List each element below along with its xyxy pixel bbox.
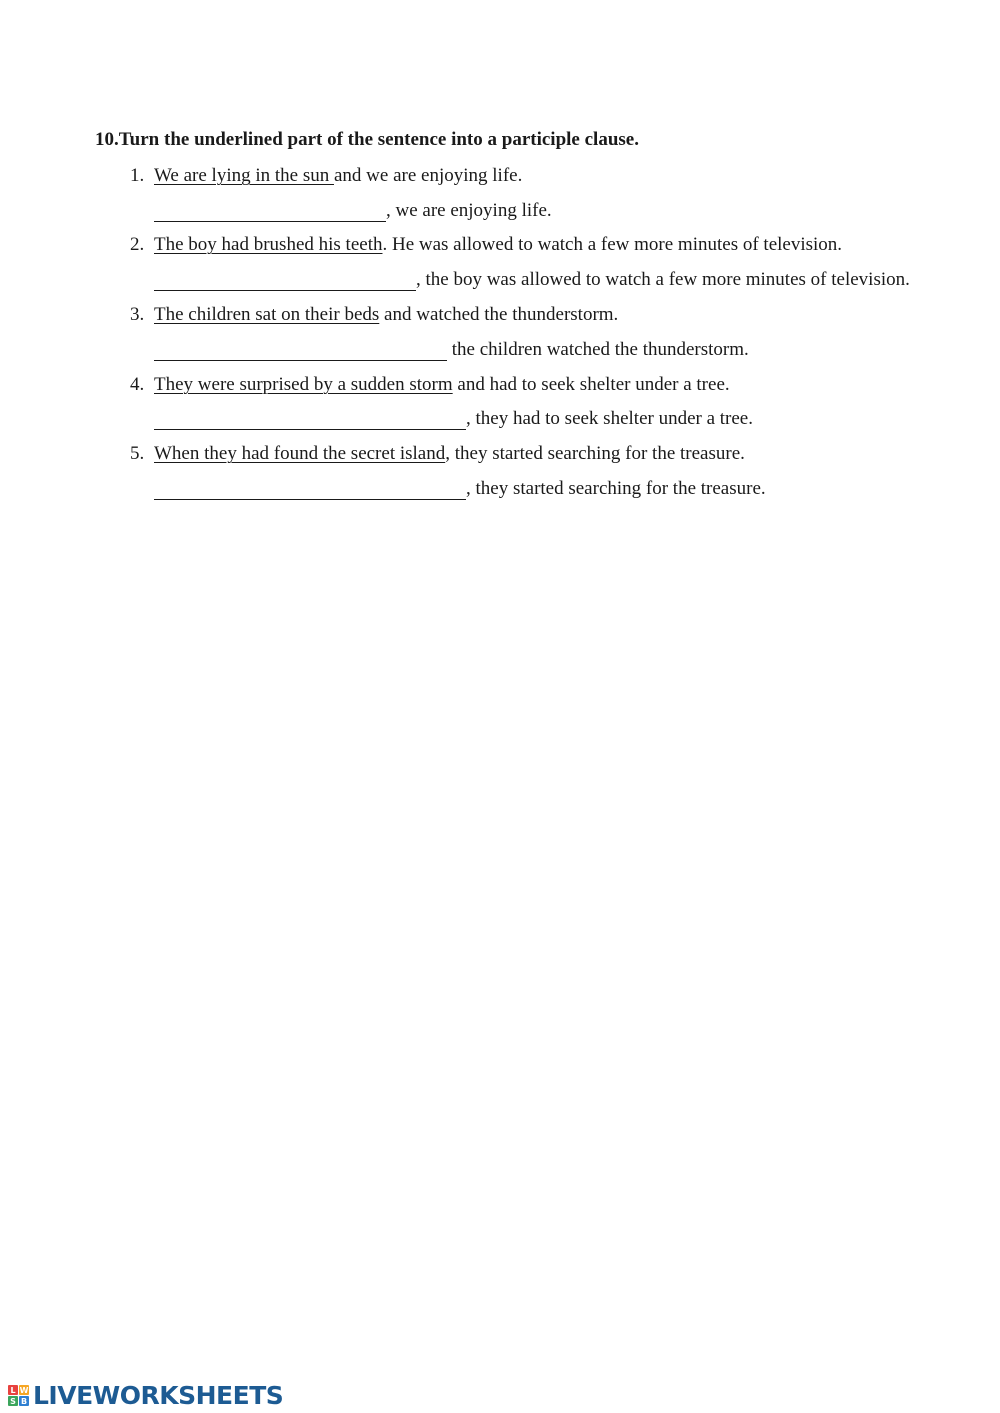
item-number: 1.: [130, 165, 145, 186]
logo-mark-icon: [8, 1385, 29, 1406]
exercise-title: 10.Turn the underlined part of the sentence into a participle clause.: [95, 129, 639, 150]
sentence-rest: , they started searching for the treasure.: [445, 443, 745, 464]
underlined-phrase: The boy had brushed his teeth: [154, 234, 383, 255]
sentence-rest: and we are enjoying life.: [333, 165, 523, 186]
logo-letter: S: [8, 1396, 18, 1406]
brand-name: LIVEWORKSHEETS: [33, 1381, 284, 1410]
answer-input[interactable]: [154, 340, 447, 361]
original-sentence: [154, 165, 522, 187]
underlined-phrase: They were surprised by a sudden storm: [154, 374, 453, 395]
answer-input[interactable]: [154, 270, 416, 291]
item-number: 4.: [130, 374, 145, 395]
sentence-rest: and watched the thunderstorm.: [379, 304, 619, 325]
original-sentence: [154, 304, 618, 326]
answer-input[interactable]: [154, 479, 466, 500]
original-sentence: [154, 234, 842, 256]
answer-suffix: , the boy was allowed to watch a few more minutes of television.: [416, 269, 910, 290]
answer-input[interactable]: [154, 201, 386, 222]
underlined-phrase: The children sat on their beds: [154, 304, 380, 325]
original-sentence: [154, 443, 745, 465]
answer-input[interactable]: [154, 409, 466, 430]
item-number: 3.: [130, 304, 145, 325]
answer-line: [154, 200, 552, 222]
answer-suffix: , they had to seek shelter under a tree.: [466, 408, 753, 429]
answer-suffix: , we are enjoying life.: [386, 200, 552, 221]
original-sentence: [154, 374, 730, 396]
sentence-rest: and had to seek shelter under a tree.: [452, 374, 730, 395]
underlined-phrase: When they had found the secret island: [154, 443, 446, 464]
answer-line: [154, 339, 749, 361]
answer-suffix: , they started searching for the treasure.: [466, 478, 766, 499]
answer-line: [154, 478, 766, 500]
answer-line: [154, 269, 910, 291]
item-number: 2.: [130, 234, 145, 255]
underlined-phrase: We are lying in the sun: [154, 165, 334, 186]
item-number: 5.: [130, 443, 145, 464]
answer-suffix: the children watched the thunderstorm.: [447, 339, 749, 360]
logo-letter: B: [20, 1396, 28, 1406]
answer-line: [154, 408, 753, 430]
logo-letter: W: [19, 1385, 29, 1395]
liveworksheets-logo[interactable]: [8, 1381, 283, 1410]
sentence-rest: . He was allowed to watch a few more minutes of television.: [382, 234, 843, 255]
logo-letter: L: [8, 1385, 18, 1395]
